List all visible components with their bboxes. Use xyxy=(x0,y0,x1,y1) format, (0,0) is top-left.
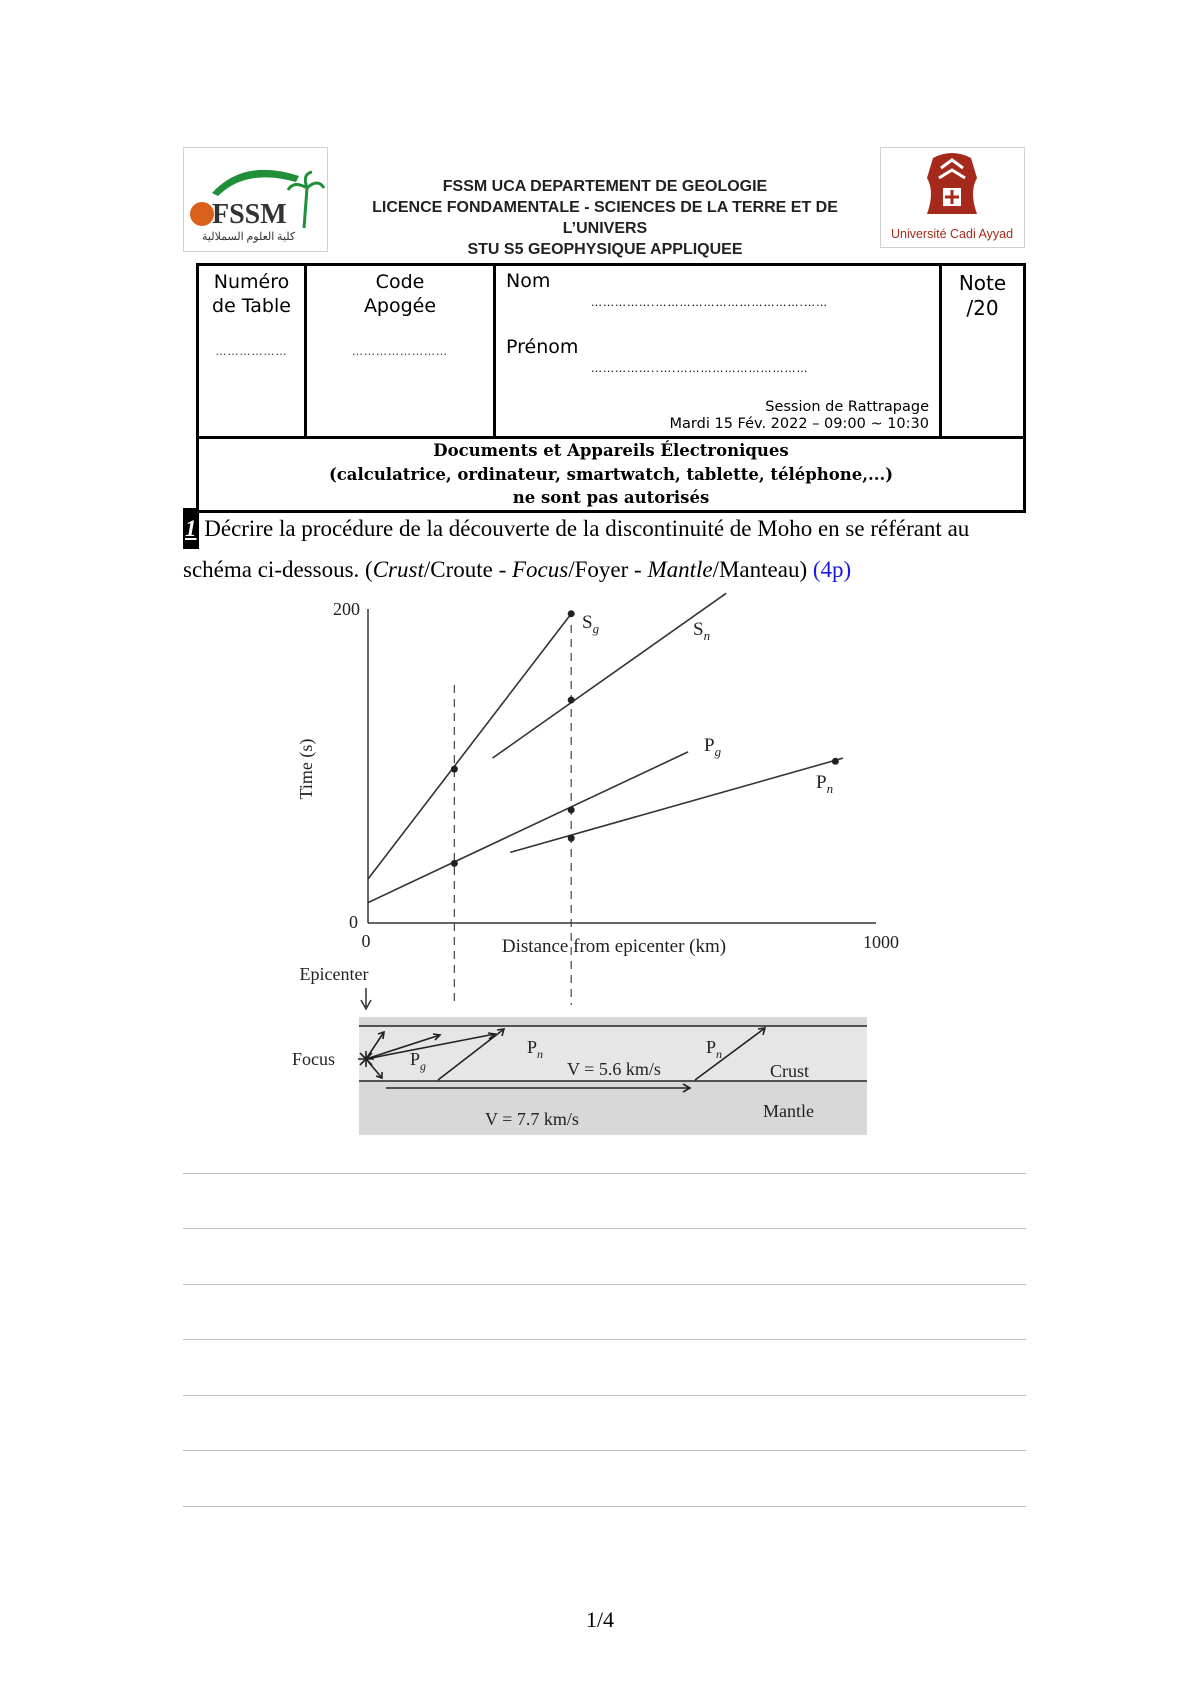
uca-logo-text: Université Cadi Ayyad xyxy=(890,227,1014,241)
data-point-5 xyxy=(568,806,575,813)
series-line-pg xyxy=(368,752,688,903)
session-info xyxy=(670,399,929,433)
answer-line-1[interactable] xyxy=(183,1173,1026,1174)
x-tick-0: 0 xyxy=(361,931,371,951)
numero-table-cell[interactable] xyxy=(198,265,306,438)
note-total: /20 xyxy=(966,296,999,320)
name-cell[interactable] xyxy=(495,265,941,438)
fssm-logo xyxy=(183,147,328,252)
label-sn: $S_n$ xyxy=(693,619,711,643)
answer-line-2[interactable] xyxy=(183,1228,1026,1229)
docs-line-3: ne sont pas autorisés xyxy=(512,488,710,507)
session-date: Mardi 15 Fév. 2022 – 09:00 ~ 10:30 xyxy=(669,416,929,432)
numero-label-line2: de Table xyxy=(212,295,291,317)
mantle-velocity: V = 7.7 km/s xyxy=(485,1109,579,1129)
fssm-logo-arabic: كلية العلوم السملالية xyxy=(202,231,296,243)
data-point-1 xyxy=(451,766,458,773)
y-axis-label: Time (s) xyxy=(296,738,316,800)
nom-label: Nom xyxy=(506,270,551,292)
data-point-6 xyxy=(568,835,575,842)
label-pg: $P_g$ xyxy=(704,735,722,759)
label-sg: $S_g$ xyxy=(582,612,600,636)
code-label-line2: Apogée xyxy=(363,295,437,317)
crust-fr: /Croute - xyxy=(423,557,512,582)
header-line-3: STU S5 GEOPHYSIQUE APPLIQUEE xyxy=(467,241,743,258)
header-line-2: LICENCE FONDAMENTALE - SCIENCES DE LA TERRE ET DE L’UNIVERS xyxy=(372,199,838,237)
prenom-dots: ……………..….…………………………… xyxy=(591,362,809,375)
series-line-pn xyxy=(510,758,843,852)
y-tick-0: 0 xyxy=(349,912,358,932)
document-header xyxy=(330,176,880,260)
code-label-line1: Code xyxy=(375,271,425,293)
mantle-label: Mantle xyxy=(763,1101,814,1121)
focus-label: Focus xyxy=(292,1049,336,1069)
answer-line-3[interactable] xyxy=(183,1284,1026,1285)
section-pn-label-1: $P_n$ xyxy=(527,1037,544,1061)
series-line-sg xyxy=(368,614,571,879)
crust-label: Crust xyxy=(770,1061,810,1081)
data-point-3 xyxy=(568,610,575,617)
header-line-1: FSSM UCA DEPARTEMENT DE GEOLOGIE xyxy=(442,178,768,195)
question-text: Décrire la procédure de la découverte de la discontinuité de Moho en se référant au schéma ci-dessous. ( xyxy=(183,516,970,582)
docs-line-1: Documents et Appareils Électroniques xyxy=(433,441,789,460)
crust-en: Crust xyxy=(372,557,424,582)
y-tick-200: 200 xyxy=(333,599,360,619)
session-name: Session de Rattrapage xyxy=(765,399,929,415)
note-cell[interactable] xyxy=(941,265,1025,438)
data-point-4 xyxy=(568,697,575,704)
answer-line-6[interactable] xyxy=(183,1450,1026,1451)
code-apogee-cell[interactable] xyxy=(306,265,495,438)
page-number: 1/4 xyxy=(585,1607,615,1632)
mantle-fr: /Manteau) xyxy=(712,557,813,582)
mantle-en: Mantle xyxy=(647,557,713,582)
documents-notice xyxy=(198,438,1025,512)
data-point-2 xyxy=(451,860,458,867)
section-pg-label: $P_g$ xyxy=(410,1049,427,1073)
docs-line-2: (calculatrice, ordinateur, smartwatch, tablette, téléphone,...) xyxy=(328,464,894,484)
identification-table xyxy=(196,263,1026,513)
epicenter-label: Epicenter xyxy=(299,964,369,984)
code-dots: …………………… xyxy=(352,345,448,358)
fssm-logo-text: FSSM xyxy=(212,199,287,230)
numero-label-line1: Numéro xyxy=(213,271,290,293)
focus-fr: /Foyer - xyxy=(568,557,648,582)
x-axis-label: Distance from epicenter (km) xyxy=(501,936,727,957)
question-points: (4p) xyxy=(812,557,852,582)
series-line-sn xyxy=(492,593,726,758)
answer-line-4[interactable] xyxy=(183,1339,1026,1340)
nom-dots: …………….……………………………….…… xyxy=(591,296,828,309)
answer-line-5[interactable] xyxy=(183,1395,1026,1396)
uca-logo xyxy=(880,147,1025,248)
question-1 xyxy=(183,508,1033,590)
x-tick-1000: 1000 xyxy=(863,932,899,952)
numero-dots: ……………… xyxy=(215,345,288,358)
data-point-7 xyxy=(832,758,839,765)
section-pn-label-2: $P_n$ xyxy=(706,1037,723,1061)
moho-travel-time-figure xyxy=(280,585,940,1135)
focus-en: Focus xyxy=(512,557,569,582)
series-layer xyxy=(368,593,843,902)
crust-velocity: V = 5.6 km/s xyxy=(567,1059,661,1079)
prenom-label: Prénom xyxy=(506,336,579,358)
answer-line-7[interactable] xyxy=(183,1506,1026,1507)
question-number: 1 xyxy=(183,508,199,549)
note-label: Note xyxy=(958,271,1007,295)
label-pn: $P_n$ xyxy=(816,772,834,796)
